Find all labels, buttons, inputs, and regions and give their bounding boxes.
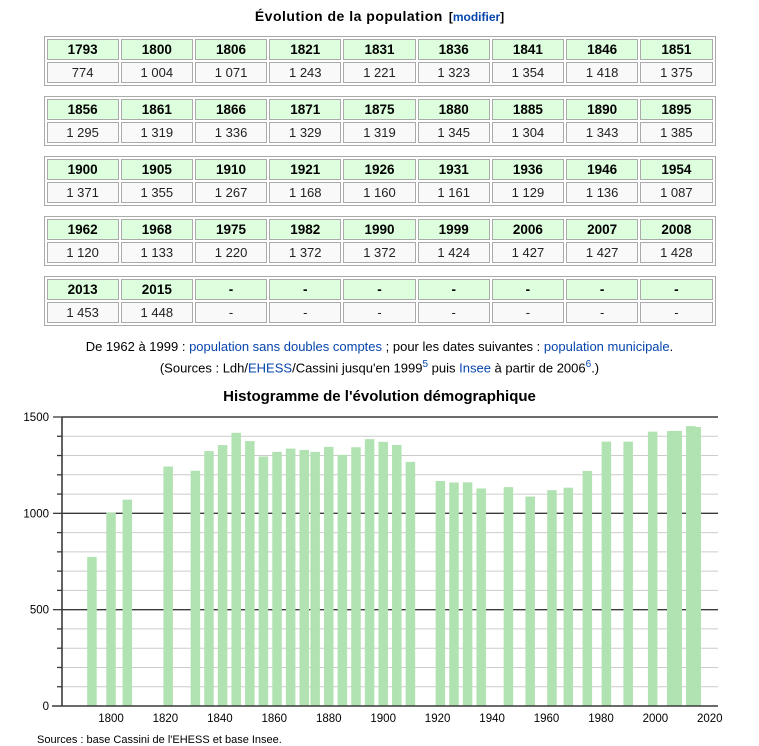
- value-cell: 1 448: [121, 302, 193, 323]
- year-cell: 1975: [195, 219, 267, 240]
- bar-1836: [204, 451, 214, 706]
- year-cell: 1999: [418, 219, 490, 240]
- y-tick-label: 500: [29, 604, 49, 617]
- bar-1851: [245, 441, 255, 706]
- bar-1926: [449, 483, 459, 706]
- sources-note: [0, 338, 759, 378]
- population-table-3: [44, 156, 716, 206]
- value-cell: 1 087: [640, 182, 712, 203]
- year-cell: 1895: [640, 99, 712, 120]
- bar-1866: [286, 449, 296, 706]
- note-text: puis: [428, 360, 460, 376]
- bar-1946: [504, 487, 514, 706]
- note-text: .: [669, 339, 674, 354]
- year-cell: 1900: [47, 159, 119, 180]
- year-cell: 1885: [492, 99, 564, 120]
- value-cell: 1 354: [492, 62, 564, 83]
- page-title: Évolution de la population: [254, 8, 443, 24]
- value-cell: 1 161: [418, 182, 490, 203]
- table-row: [47, 99, 713, 120]
- value-cell: 1 071: [195, 62, 267, 83]
- value-cell: -: [418, 302, 490, 323]
- year-cell: 1910: [195, 159, 267, 180]
- x-tick-label: 1960: [533, 713, 560, 726]
- value-cell: 1 345: [418, 122, 490, 143]
- note-text: /Cassini jusqu'en 1999: [292, 360, 423, 376]
- year-cell: 1793: [47, 39, 119, 60]
- ref-5-link[interactable]: 5: [422, 358, 429, 370]
- bar-2015: [691, 427, 701, 706]
- bar-1999: [648, 432, 658, 706]
- bar-1871: [300, 450, 310, 706]
- value-cell: 1 304: [492, 122, 564, 143]
- value-cell: 1 220: [195, 242, 267, 263]
- population-table-1: [44, 36, 716, 86]
- year-cell: 2008: [640, 219, 712, 240]
- x-tick-label: 1880: [316, 713, 342, 726]
- note-line-2: [0, 357, 759, 378]
- bar-1931: [463, 482, 473, 706]
- year-cell: 2006: [492, 219, 564, 240]
- year-cell: 1875: [343, 99, 415, 120]
- year-cell: 1946: [566, 159, 638, 180]
- x-tick-label: 1980: [588, 713, 614, 726]
- x-tick-label: 2000: [642, 713, 669, 726]
- year-cell: 1931: [418, 159, 490, 180]
- x-tick-label: 1820: [152, 713, 179, 726]
- year-cell: 2007: [566, 219, 638, 240]
- population-sans-doubles-comptes-link[interactable]: population sans doubles comptes: [189, 339, 383, 354]
- year-cell: 1866: [195, 99, 267, 120]
- value-cell: 1 428: [640, 242, 712, 263]
- value-cell: 1 427: [492, 242, 564, 263]
- table-row: [47, 242, 713, 263]
- year-cell: -: [269, 279, 341, 300]
- year-cell: -: [418, 279, 490, 300]
- value-cell: 1 133: [121, 242, 193, 263]
- population-table-2: [44, 96, 716, 146]
- value-cell: 1 267: [195, 182, 267, 203]
- year-cell: 1800: [121, 39, 193, 60]
- bar-1990: [623, 442, 633, 706]
- year-cell: -: [566, 279, 638, 300]
- bar-1831: [191, 471, 201, 706]
- value-cell: 774: [47, 62, 119, 83]
- year-cell: 1851: [640, 39, 712, 60]
- bracket-open: [: [448, 10, 453, 24]
- modifier-link[interactable]: modifier: [452, 10, 501, 24]
- bar-1954: [525, 497, 535, 706]
- note-text: à partir de 2006: [490, 360, 586, 376]
- value-cell: 1 319: [343, 122, 415, 143]
- value-cell: -: [343, 302, 415, 323]
- ref-6-link[interactable]: 6: [585, 358, 592, 370]
- year-cell: -: [640, 279, 712, 300]
- page-header: [0, 0, 759, 26]
- year-cell: 1926: [343, 159, 415, 180]
- value-cell: 1 418: [566, 62, 638, 83]
- year-cell: -: [343, 279, 415, 300]
- bar-1800: [106, 513, 116, 706]
- value-cell: 1 243: [269, 62, 341, 83]
- bar-1793: [87, 557, 97, 706]
- bar-1905: [392, 445, 402, 706]
- year-cell: 1905: [121, 159, 193, 180]
- value-cell: 1 168: [269, 182, 341, 203]
- bar-1856: [259, 457, 269, 707]
- year-cell: 1968: [121, 219, 193, 240]
- note-text: .): [591, 360, 600, 376]
- year-cell: 1962: [47, 219, 119, 240]
- value-cell: 1 323: [418, 62, 490, 83]
- y-tick-label: 0: [42, 701, 49, 714]
- x-tick-label: 1900: [370, 713, 396, 726]
- value-cell: 1 120: [47, 242, 119, 263]
- bar-1880: [324, 447, 334, 706]
- bar-1895: [365, 439, 375, 706]
- ehess-link[interactable]: EHESS: [248, 360, 293, 376]
- bracket-close: ]: [500, 10, 505, 24]
- value-cell: -: [269, 302, 341, 323]
- bar-1936: [476, 488, 486, 706]
- bar-1968: [564, 488, 574, 706]
- x-tick-label: 1840: [207, 713, 233, 726]
- bar-1821: [163, 467, 173, 706]
- year-cell: 1990: [343, 219, 415, 240]
- bar-1900: [378, 442, 388, 706]
- insee-link[interactable]: Insee: [459, 360, 491, 376]
- population-municipale-link[interactable]: population municipale: [543, 339, 670, 354]
- year-cell: 2013: [47, 279, 119, 300]
- x-tick-label: 1920: [424, 713, 451, 726]
- year-cell: 1836: [418, 39, 490, 60]
- year-cell: 1954: [640, 159, 712, 180]
- bar-1921: [436, 481, 446, 706]
- note-text: ; pour les dates suivantes :: [382, 339, 544, 354]
- bar-1910: [406, 462, 416, 706]
- year-cell: 1846: [566, 39, 638, 60]
- bar-2008: [672, 431, 682, 706]
- value-cell: 1 427: [566, 242, 638, 263]
- value-cell: -: [566, 302, 638, 323]
- table-row: [47, 159, 713, 180]
- table-row: [47, 122, 713, 143]
- value-cell: 1 129: [492, 182, 564, 203]
- year-cell: -: [492, 279, 564, 300]
- bar-1890: [351, 447, 361, 706]
- y-tick-label: 1000: [23, 508, 49, 521]
- year-cell: 1841: [492, 39, 564, 60]
- value-cell: 1 004: [121, 62, 193, 83]
- year-cell: -: [195, 279, 267, 300]
- bar-1846: [231, 433, 241, 706]
- table-row: [47, 279, 713, 300]
- bar-1885: [338, 455, 348, 706]
- bar-1875: [310, 452, 320, 706]
- bar-1962: [547, 490, 557, 706]
- value-cell: 1 372: [343, 242, 415, 263]
- year-cell: 1921: [269, 159, 341, 180]
- bar-1861: [272, 452, 282, 706]
- value-cell: -: [492, 302, 564, 323]
- year-cell: 1982: [269, 219, 341, 240]
- value-cell: 1 453: [47, 302, 119, 323]
- value-cell: 1 136: [566, 182, 638, 203]
- histogram-source-note: Sources : base Cassini de l'EHESS et base Insee.: [37, 734, 282, 746]
- x-tick-label: 1800: [98, 713, 124, 726]
- year-cell: 1880: [418, 99, 490, 120]
- note-text: De 1962 à 1999 :: [85, 339, 190, 354]
- value-cell: 1 343: [566, 122, 638, 143]
- population-tables: [0, 36, 759, 326]
- year-cell: 1831: [343, 39, 415, 60]
- population-histogram: [0, 407, 759, 732]
- year-cell: 1936: [492, 159, 564, 180]
- bar-1806: [123, 500, 133, 706]
- modifier-wrap: [449, 10, 504, 24]
- x-tick-label: 1940: [479, 713, 505, 726]
- value-cell: 1 160: [343, 182, 415, 203]
- population-table-5: [44, 276, 716, 326]
- table-row: [47, 62, 713, 83]
- value-cell: -: [640, 302, 712, 323]
- year-cell: 1890: [566, 99, 638, 120]
- value-cell: 1 319: [121, 122, 193, 143]
- y-tick-label: 1500: [23, 412, 49, 425]
- year-cell: 1856: [47, 99, 119, 120]
- year-cell: 1861: [121, 99, 193, 120]
- note-line-1: [0, 338, 759, 357]
- value-cell: 1 221: [343, 62, 415, 83]
- table-row: [47, 182, 713, 203]
- value-cell: 1 295: [47, 122, 119, 143]
- value-cell: 1 336: [195, 122, 267, 143]
- histogram-title: Histogramme de l'évolution démographique: [223, 388, 536, 406]
- population-table-4: [44, 216, 716, 266]
- value-cell: -: [195, 302, 267, 323]
- table-row: [47, 39, 713, 60]
- value-cell: 1 375: [640, 62, 712, 83]
- table-row: [47, 219, 713, 240]
- bar-1841: [218, 445, 228, 706]
- bar-1982: [602, 442, 612, 706]
- x-tick-label: 1860: [261, 713, 288, 726]
- note-text: (Sources : Ldh/: [159, 360, 248, 376]
- year-cell: 1871: [269, 99, 341, 120]
- year-cell: 2015: [121, 279, 193, 300]
- value-cell: 1 372: [269, 242, 341, 263]
- bar-1975: [583, 471, 593, 706]
- year-cell: 1806: [195, 39, 267, 60]
- table-row: [47, 302, 713, 323]
- value-cell: 1 329: [269, 122, 341, 143]
- value-cell: 1 424: [418, 242, 490, 263]
- value-cell: 1 371: [47, 182, 119, 203]
- value-cell: 1 355: [121, 182, 193, 203]
- x-tick-label: 2020: [697, 713, 723, 726]
- year-cell: 1821: [269, 39, 341, 60]
- value-cell: 1 385: [640, 122, 712, 143]
